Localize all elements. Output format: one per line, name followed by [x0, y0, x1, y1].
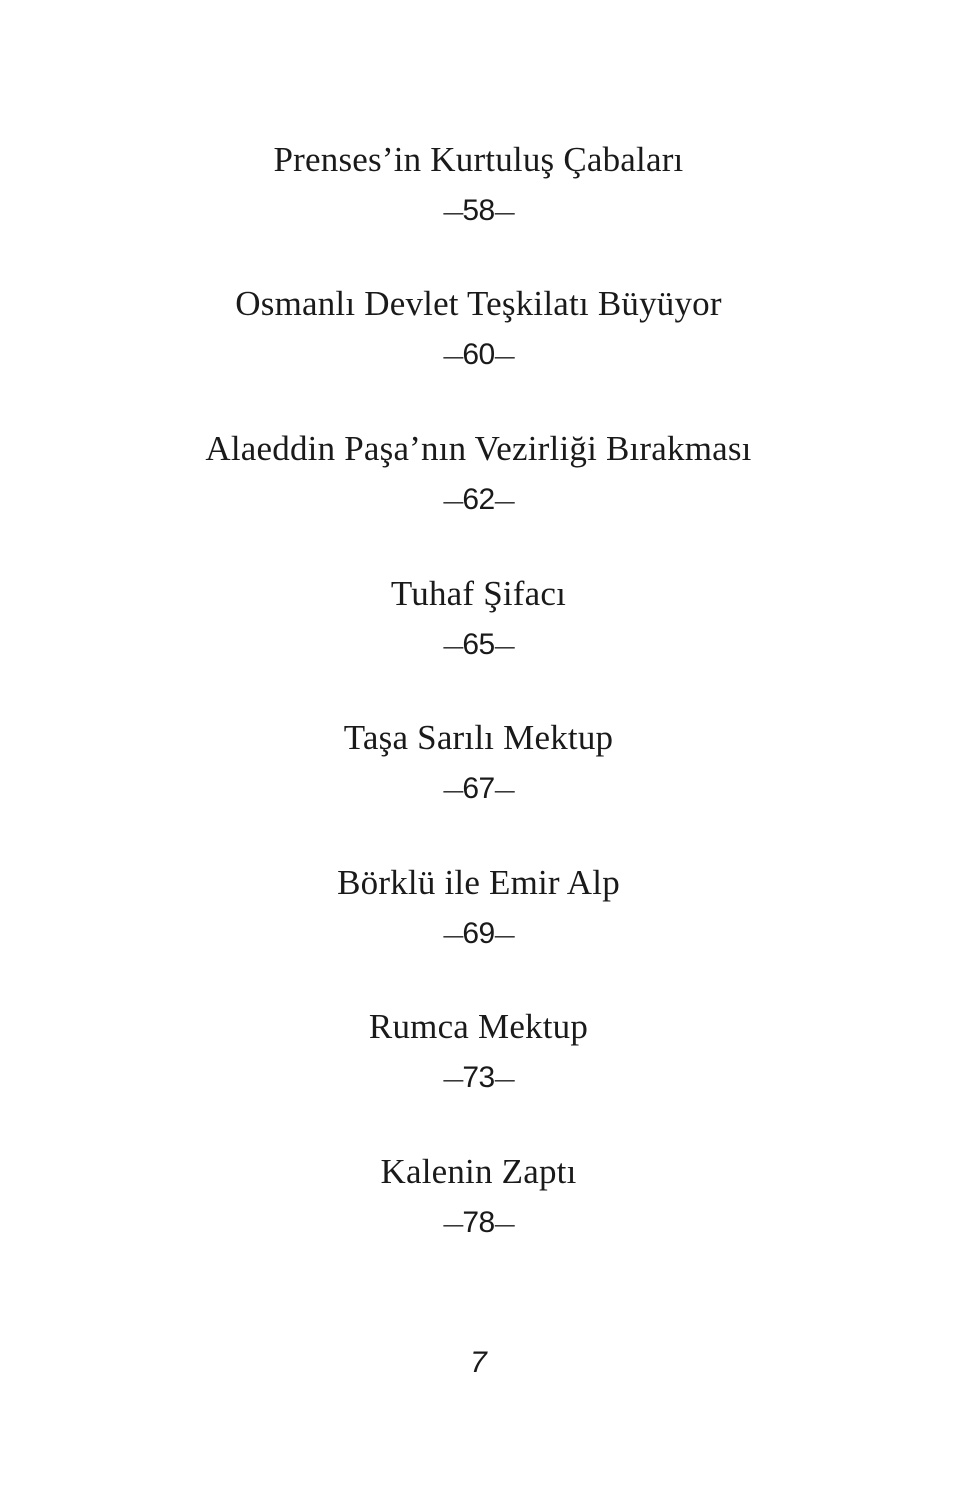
toc-entry-title: Rumca Mektup: [368, 1007, 589, 1046]
page-number: 7: [470, 1346, 487, 1379]
dash-right: —: [494, 925, 514, 947]
toc-entry: [0, 863, 957, 951]
toc-entry-page: [0, 772, 957, 806]
dash-right: —: [494, 346, 514, 368]
toc-entry: [0, 1152, 957, 1240]
dash-left: —: [443, 925, 463, 947]
toc-entry-title: Prenses’in Kurtuluş Çabaları: [273, 140, 684, 179]
toc-entry-page: [0, 338, 957, 372]
toc-entry-title: Tuhaf Şifacı: [390, 574, 567, 613]
toc-entry-page-number: 62: [462, 483, 495, 516]
dash-left: —: [443, 780, 463, 802]
dash-right: —: [494, 491, 514, 513]
toc-entry-page: [0, 483, 957, 517]
toc-entry-page-number: 58: [462, 194, 495, 227]
dash-left: —: [443, 1214, 463, 1236]
dash-left: —: [443, 636, 463, 658]
toc-entry: [0, 1007, 957, 1095]
toc-entry-page-number: 60: [462, 338, 495, 371]
dash-left: —: [443, 202, 463, 224]
dash-left: —: [443, 346, 463, 368]
dash-left: —: [443, 491, 463, 513]
toc-entry: [0, 429, 957, 517]
dash-right: —: [494, 780, 514, 802]
dash-right: —: [494, 1214, 514, 1236]
dash-right: —: [494, 1069, 514, 1091]
toc-entry-page-number: 65: [462, 628, 495, 661]
toc-entry-page-number: 67: [462, 772, 495, 805]
toc-entry-page: [0, 1061, 957, 1095]
toc-entry-title: Osmanlı Devlet Teşkilatı Büyüyor: [235, 284, 722, 323]
dash-left: —: [443, 1069, 463, 1091]
toc-entry-title: Börklü ile Emir Alp: [337, 863, 620, 902]
toc-entry: [0, 574, 957, 662]
toc-entry-page-number: 78: [462, 1206, 495, 1239]
dash-right: —: [494, 202, 514, 224]
toc-entry-page: [0, 628, 957, 662]
toc-entry-title: Taşa Sarılı Mektup: [343, 718, 614, 757]
toc-entry: [0, 140, 957, 228]
toc-entry-page-number: 69: [462, 917, 495, 950]
toc-entry: [0, 718, 957, 806]
toc-entry-page-number: 73: [462, 1061, 495, 1094]
toc-entry-page: [0, 917, 957, 951]
toc-entry-page: [0, 194, 957, 228]
toc-entry-title: Alaeddin Paşa’nın Vezirliği Bırakması: [205, 429, 752, 468]
toc-entry-title: Kalenin Zaptı: [380, 1152, 577, 1191]
toc-entry: [0, 284, 957, 372]
dash-right: —: [494, 636, 514, 658]
toc-entry-page: [0, 1206, 957, 1240]
